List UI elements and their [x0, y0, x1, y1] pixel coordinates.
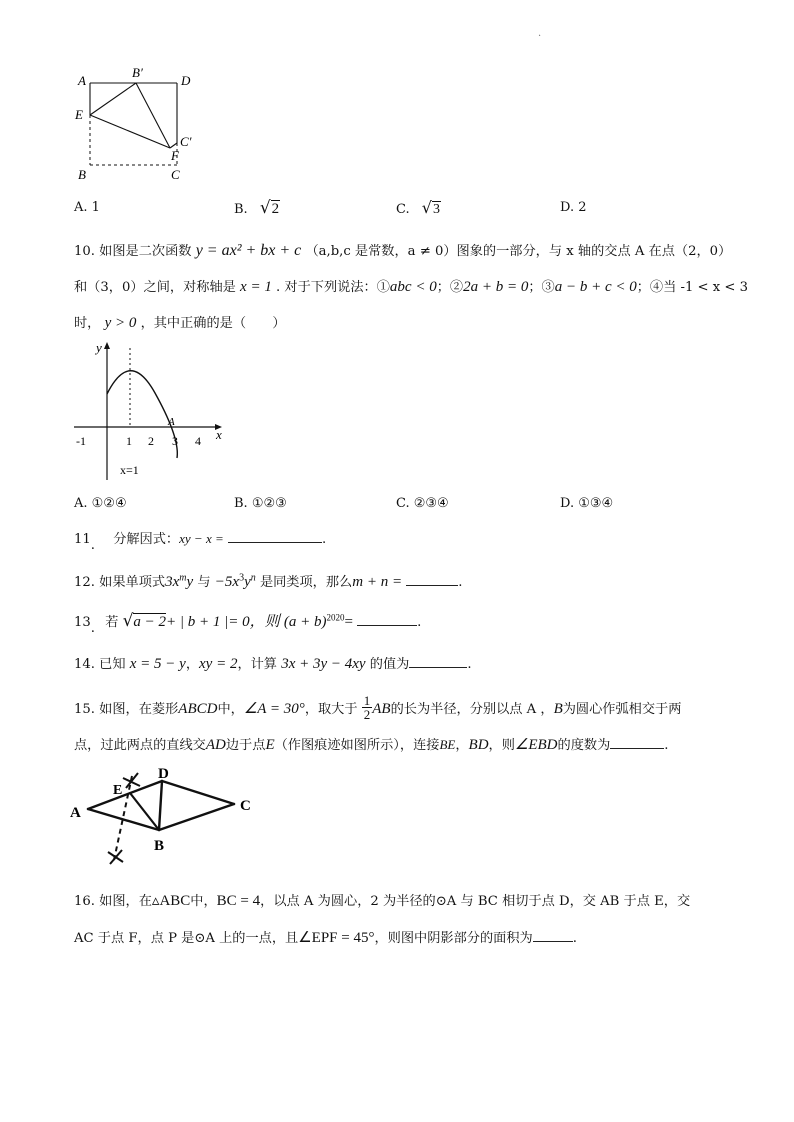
q16-line1: [74, 890, 690, 910]
q9-option-b-prefix: B.: [234, 202, 248, 217]
fig9-edge-ec1: [90, 115, 170, 148]
q15-fraction-denominator: 2: [363, 707, 371, 722]
q14-equation-1: x = 5 − y: [129, 656, 186, 672]
q11-line: [74, 528, 327, 553]
q15-line2-text-c: （作图痕迹如图所示），连接: [274, 738, 440, 753]
q13-number: 13: [74, 615, 91, 630]
q12-text-2: 是同类项，那么: [259, 575, 353, 590]
q15-fraction-numerator: 1: [363, 693, 371, 708]
q9-option-c-prefix: C.: [396, 202, 410, 217]
fig9-label-c1: C′: [180, 134, 192, 149]
q15-end: .: [664, 738, 669, 753]
q12-monomial-2: −5x: [214, 574, 240, 590]
q13-end: .: [417, 615, 422, 630]
q9-option-c-value: 3: [432, 202, 440, 217]
q11-end: .: [321, 532, 327, 547]
q11-text: 分解因式：: [113, 532, 180, 547]
q15-line1: [74, 693, 682, 723]
q10-line1: [74, 240, 731, 260]
q15-line2: [74, 734, 668, 754]
tick-label-4: 4: [195, 434, 201, 448]
construction-arc-bottom: [108, 850, 123, 864]
sqrt-icon: √: [421, 198, 432, 217]
q12-exp-n: n: [250, 572, 256, 584]
q10-condition: （a,b,c 是常数，a ≠ 0）图象的一部分，与 x 轴的交点 A 在点（2，0）: [305, 244, 732, 259]
q16-answer-blank[interactable]: [533, 929, 573, 942]
q10-statement-3: a − b + c < 0: [554, 279, 637, 295]
q16-line2-text: AC 于点 F，点 P 是⊙A 上的一点，且: [74, 931, 299, 946]
q13-dot: .: [90, 621, 95, 636]
q10-line3-text: 时，: [74, 316, 101, 331]
fig15-label-a: A: [70, 805, 81, 821]
q15-text-d: 的长为半径，分别以点 A ，: [390, 702, 554, 717]
sqrt-icon: √: [122, 611, 134, 631]
q15-segment-ad: AD: [205, 737, 226, 753]
q15-angle-ebd: ∠EBD: [514, 737, 558, 753]
fig15-label-d: D: [158, 766, 169, 782]
q16-angle-epf: ∠EPF = 45°: [298, 930, 375, 946]
q12-monomial-1-y: y: [186, 574, 194, 590]
fig9-label-a: A: [78, 73, 86, 88]
q10-line2: [74, 276, 748, 296]
q10-option-b: B. ①②③: [234, 496, 287, 511]
q12-line: [74, 571, 462, 591]
q11-expression: xy − x =: [179, 531, 224, 546]
q14-line: [74, 653, 472, 673]
q9-option-d: D. 2: [560, 200, 587, 215]
q14-answer-blank[interactable]: [409, 655, 467, 668]
q15-angle: ∠A = 30°: [243, 701, 305, 717]
tick-label-1: 1: [126, 434, 132, 448]
q13-line: [74, 610, 422, 636]
x-axis-label: x: [216, 427, 222, 442]
q15-figure: [68, 764, 268, 874]
fig9-edge-eb1: [90, 83, 136, 115]
q15-line2-text-f: 的度数为: [557, 738, 611, 753]
q14-text-3: 的值为: [369, 657, 410, 672]
q14-expression: 3x + 3y − 4xy: [281, 656, 366, 672]
q12-exp-3: 3: [239, 572, 245, 584]
q10-statement-1: abc < 0: [389, 279, 437, 295]
q14-equation-2: xy = 2: [199, 656, 238, 672]
q15-fraction: [362, 694, 373, 721]
q10-statement-4-label: ；④当 -1 < x < 3: [636, 280, 749, 295]
q16-triangle: ▵ABC: [151, 893, 191, 909]
q12-end: .: [458, 575, 463, 590]
q12-connector: 与: [197, 575, 211, 590]
q15-point-e: E: [265, 737, 275, 753]
q15-segment-bd: BD: [468, 737, 489, 753]
q12-monomial-1: 3x: [165, 574, 180, 590]
sqrt-icon: √: [259, 198, 271, 218]
q12-expression: m + n =: [352, 574, 403, 590]
q14-text-2: ，计算: [237, 657, 277, 672]
q11-dot: .: [90, 538, 95, 553]
q15-segment-ab: AB: [372, 701, 391, 717]
fig9-edge-b1c1: [136, 83, 170, 148]
q9-option-b-value: 2: [271, 201, 280, 217]
q12-exp-m: m: [179, 572, 187, 584]
q9-figure: [70, 62, 210, 184]
q15-text-e: 为圆心作弧相交于两: [562, 702, 682, 717]
q15-text-b: 中，: [217, 702, 244, 717]
q10-statement-3-label: ；③: [528, 280, 555, 295]
q16-end: .: [572, 931, 577, 946]
q14-end: .: [467, 657, 472, 672]
fig9-label-f: F: [171, 148, 179, 163]
q10-axis: x = 1: [240, 279, 272, 295]
q15-answer-blank[interactable]: [610, 736, 664, 749]
fig15-label-e: E: [113, 783, 123, 798]
q16-text: 16. 如图，在: [74, 894, 152, 909]
q10-line3: [74, 312, 286, 332]
q10-number: 10. 如图是二次函数: [74, 244, 192, 259]
q15-line2-sep: ，: [455, 738, 469, 753]
q13-answer-blank[interactable]: [357, 613, 417, 626]
q16-text-b: 中，: [190, 894, 217, 909]
fig9-label-b1: B′: [132, 65, 143, 80]
fig9-label-d: D: [181, 73, 191, 88]
q11-answer-blank[interactable]: [228, 530, 322, 543]
q13-equals: =: [344, 614, 353, 630]
point-a-label: A: [168, 416, 175, 428]
q15-rhombus: ABCD: [178, 701, 218, 717]
q10-graph: [70, 338, 240, 486]
q11-number: 11: [74, 532, 91, 547]
q10-prompt: ，其中正确的是（ ）: [140, 316, 286, 331]
q9-option-b: [234, 198, 280, 218]
q12-monomial-2-y: y: [244, 574, 251, 590]
q15-line2-text-e: ，则: [488, 738, 515, 753]
fig9-label-c: C: [171, 167, 180, 182]
y-axis-label: y: [96, 340, 102, 355]
q15-text-c: ，取大于: [304, 702, 358, 717]
q10-option-d: D. ①③④: [560, 496, 614, 511]
q10-statement-2: 2a + b = 0: [463, 279, 529, 295]
q15-segment-be: BE: [439, 737, 456, 752]
q9-option-a: A. 1: [74, 200, 100, 215]
q15-line2-text: 点，过此两点的直线交: [74, 738, 206, 753]
q13-text: 若: [105, 615, 119, 630]
q15-line2-text-b: 边于点: [225, 738, 266, 753]
q14-text: 14. 已知: [74, 657, 126, 672]
segment-be: [130, 793, 159, 830]
q15-point-b: B: [553, 701, 563, 717]
q10-statement-2-label: ；②: [436, 280, 464, 295]
q16-line2-text-b: ，则图中阴影部分的面积为: [374, 931, 533, 946]
fig15-label-c: C: [240, 798, 251, 814]
q12-answer-blank[interactable]: [406, 573, 458, 586]
q13-exponent: 2020: [326, 612, 345, 623]
segment-bd: [159, 781, 162, 830]
q10-statement-1-label: . 对于下列说法：①: [276, 280, 390, 295]
tick-label-3: 3: [172, 434, 178, 448]
q16-bc: BC = 4: [216, 893, 261, 909]
q10-option-a: A. ①②④: [74, 496, 127, 511]
fig15-label-b: B: [154, 838, 165, 854]
q15-text: 15. 如图，在菱形: [74, 702, 179, 717]
q14-separator: ，: [185, 657, 199, 672]
tick-label-2: 2: [148, 434, 154, 448]
q16-text-c: ，以点 A 为圆心，2 为半径的⊙A 与 BC 相切于点 D，交 AB 于点 E，交: [260, 894, 691, 909]
fig9-label-e: E: [75, 107, 83, 122]
fig9-label-b: B: [78, 167, 86, 182]
q13-radicand: a − 2: [133, 614, 167, 630]
q12-text: 12. 如果单项式: [74, 575, 166, 590]
rhombus-edge-cb: [159, 804, 234, 830]
tick-label-minus1: -1: [76, 434, 86, 448]
q9-option-c: [396, 198, 441, 218]
page-mark: .: [538, 28, 542, 39]
q10-statement-4: y > 0: [104, 315, 137, 331]
parabola: [107, 371, 177, 458]
rhombus-edge-dc: [162, 781, 234, 804]
construction-arc-top: [123, 773, 140, 788]
symmetry-axis-label: x=1: [120, 463, 139, 477]
y-axis-arrow: [104, 342, 110, 349]
q13-equation: + | b + 1 |= 0，则: [166, 614, 280, 630]
q13-expression: (a + b): [283, 614, 327, 630]
q10-equation: y = ax² + bx + c: [195, 242, 302, 259]
q16-line2: [74, 927, 577, 947]
q10-line2-text: 和（3，0）之间，对称轴是: [74, 280, 236, 295]
q10-option-c: C. ②③④: [396, 496, 449, 511]
